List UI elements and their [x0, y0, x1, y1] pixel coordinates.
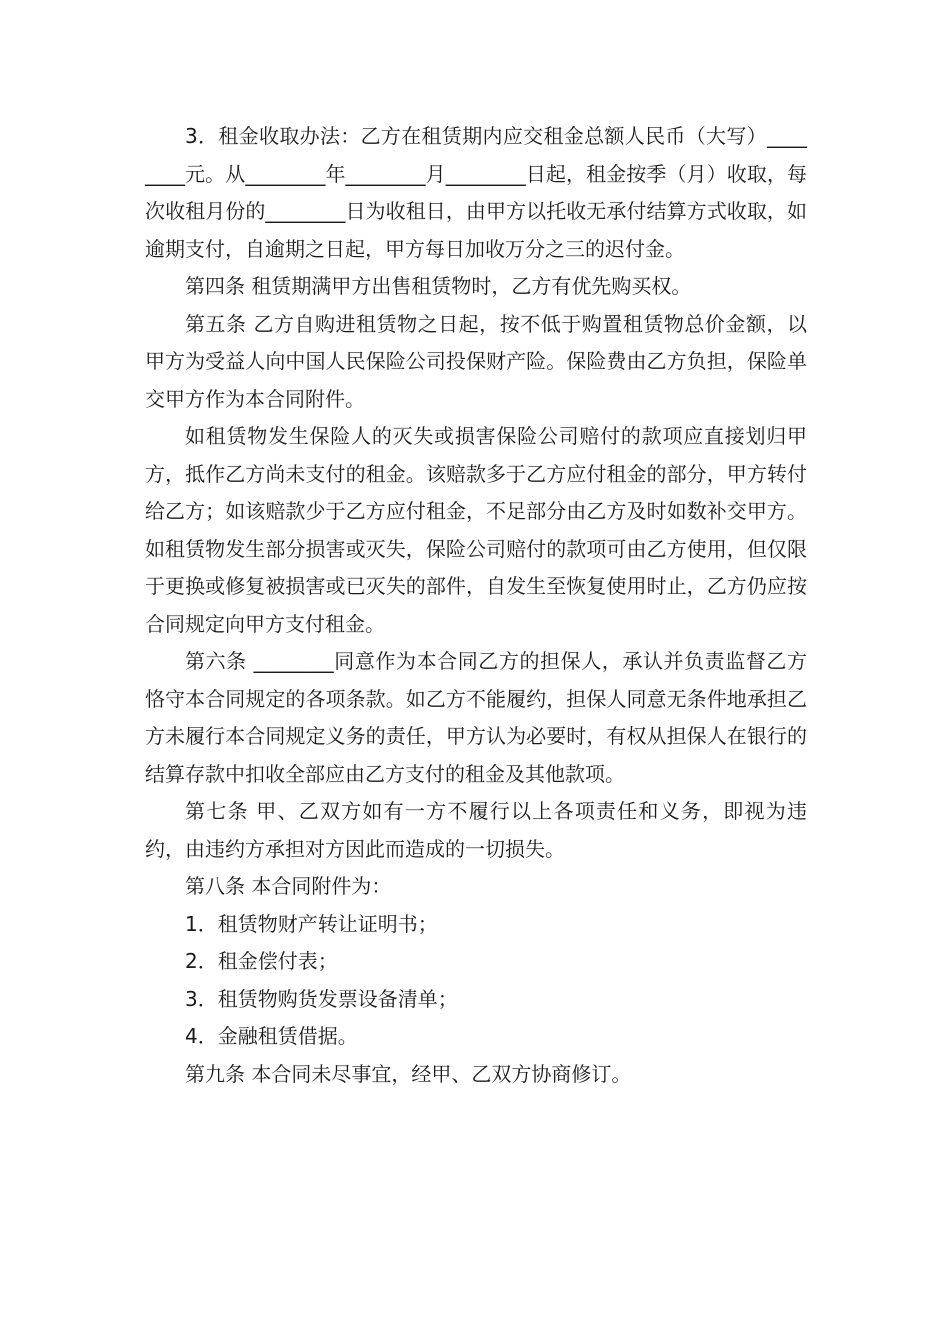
- document-body: [145, 118, 807, 1093]
- attachment-item: 1．租赁物财产转让证明书；: [185, 911, 438, 936]
- article-5-insurance: 第五条 乙方自购进租赁物之日起，按不低于购置租赁物总价金额，以甲方为受益人向中国人民保险公司投保财产险。保险费由乙方负担，保险单交甲方作为本合同附件。: [145, 311, 807, 411]
- attachment-item: 2．租金偿付表；: [185, 949, 338, 973]
- article-5-insurance-claims: 如租赁物发生保险人的灭失或损害保险公司赔付的款项应直接划归甲方，抵作乙方尚未支付的租金。该赔款多于乙方应付租金的部分，甲方转付给乙方；如该赔款少于乙方应付租金，不足部分由乙方及时如数补交甲方。如租赁物发生部分损害或灭失，保险公司赔付的款项可由乙方使用，但仅限于更换或修复被损害或已灭失的部件，自发生至恢复使用时止，乙方仍应按合同规定向甲方支付租金。: [145, 424, 807, 636]
- attachment-item: 4．金融租赁借据。: [185, 1024, 358, 1048]
- article-4-purchase-right: 第四条 租赁期满甲方出售租赁物时，乙方有优先购买权。: [185, 274, 692, 298]
- attachment-item: 3．租赁物购货发票设备清单；: [185, 986, 458, 1011]
- article-7-breach: 第七条 甲、乙双方如有一方不履行以上各项责任和义务，即视为违约，由违约方承担对方因此而造成的一切损失。: [145, 799, 807, 861]
- clause-3-rent-collection: 3．租金收取办法：乙方在租赁期内应交租金总额人民币（大写）________元。从________年________月________日起，租金按季（月）收取，每次收租月份的________日为收租日，由甲方以托收无承付结算方式收取，如逾期支付，自逾期之日起，甲方每日加收万分之三的迟付金。: [145, 124, 807, 261]
- article-6-guarantor: 第六条 ________同意作为本合同乙方的担保人，承认并负责监督乙方恪守本合同规定的各项条款。如乙方不能履约，担保人同意无条件地承担乙方未履行本合同规定义务的责任，甲方认为必要时，有权从担保人在银行的结算存款中扣收全部应由乙方支付的租金及其他款项。: [145, 649, 807, 786]
- article-9-amendments: 第九条 本合同未尽事宜，经甲、乙双方协商修订。: [185, 1061, 632, 1086]
- article-8-attachments: 第八条 本合同附件为：: [185, 874, 392, 898]
